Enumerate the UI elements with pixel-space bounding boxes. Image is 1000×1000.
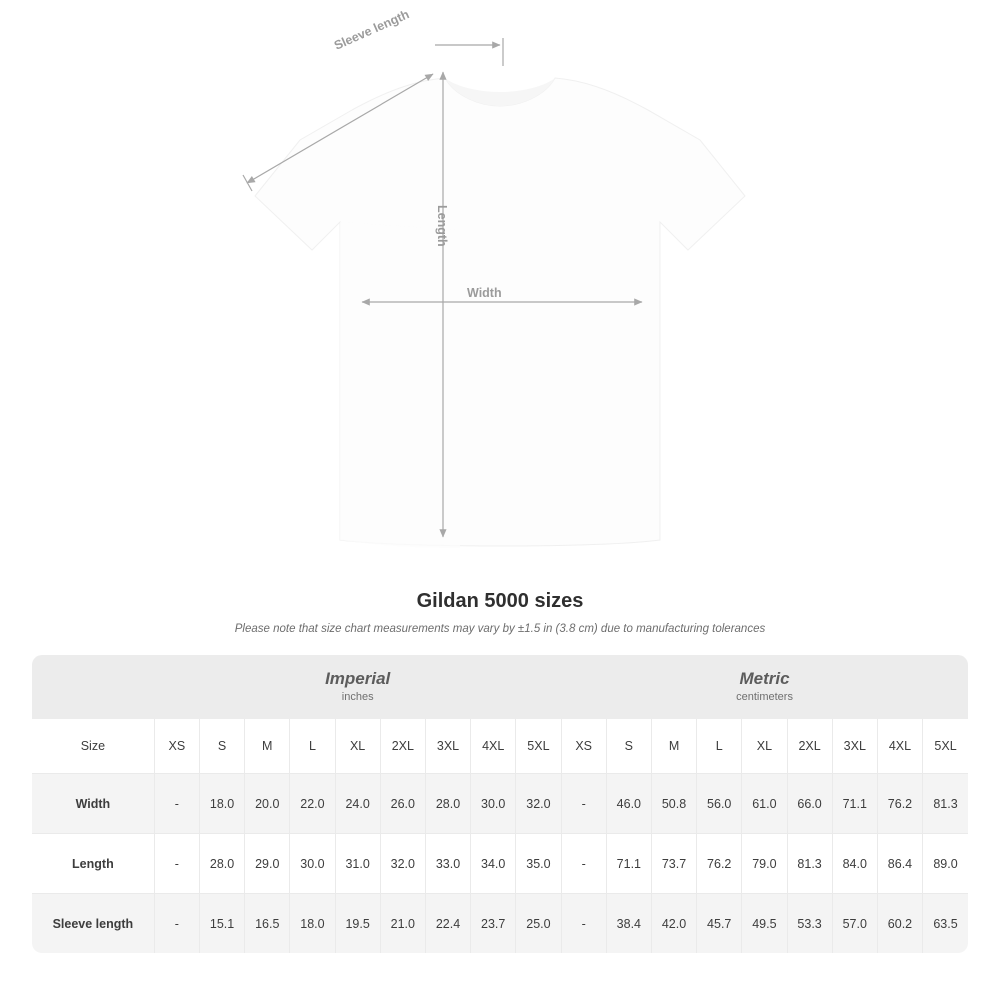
- size-header-metric-xs: XS: [561, 719, 606, 774]
- unit-name-metric: Metric: [739, 669, 790, 689]
- size-header-imperial-xl: XL: [335, 719, 380, 774]
- cell-width-metric-xs: -: [561, 774, 606, 834]
- cell-sleeve-imperial-s: 15.1: [199, 894, 244, 954]
- size-header-metric-xl: XL: [742, 719, 787, 774]
- cell-sleeve-metric-xs: -: [561, 894, 606, 954]
- cell-length-metric-xl: 79.0: [742, 834, 787, 894]
- row-label-length: Length: [32, 834, 154, 894]
- unit-header-imperial: [154, 655, 561, 719]
- cell-length-metric-3xl: 84.0: [832, 834, 877, 894]
- cell-width-metric-m: 50.8: [651, 774, 696, 834]
- cell-length-imperial-5xl: 35.0: [516, 834, 561, 894]
- size-header-metric-l: L: [697, 719, 742, 774]
- size-header-label: Size: [32, 719, 154, 774]
- size-header-imperial-4xl: 4XL: [471, 719, 516, 774]
- cell-sleeve-metric-xl: 49.5: [742, 894, 787, 954]
- cell-sleeve-imperial-xs: -: [154, 894, 199, 954]
- cell-length-imperial-xs: -: [154, 834, 199, 894]
- size-header-metric-5xl: 5XL: [923, 719, 968, 774]
- sleeve-length-dimension-label: Sleeve length: [332, 7, 412, 53]
- cell-length-imperial-l: 30.0: [290, 834, 335, 894]
- cell-length-metric-m: 73.7: [651, 834, 696, 894]
- cell-sleeve-metric-m: 42.0: [651, 894, 696, 954]
- cell-width-imperial-xl: 24.0: [335, 774, 380, 834]
- cell-sleeve-metric-l: 45.7: [697, 894, 742, 954]
- cell-sleeve-imperial-5xl: 25.0: [516, 894, 561, 954]
- size-header-metric-s: S: [606, 719, 651, 774]
- cell-sleeve-imperial-4xl: 23.7: [471, 894, 516, 954]
- cell-length-imperial-xl: 31.0: [335, 834, 380, 894]
- cell-width-imperial-s: 18.0: [199, 774, 244, 834]
- cell-width-imperial-m: 20.0: [245, 774, 290, 834]
- size-header-imperial-xs: XS: [154, 719, 199, 774]
- size-header-imperial-s: S: [199, 719, 244, 774]
- cell-width-imperial-xs: -: [154, 774, 199, 834]
- cell-sleeve-imperial-m: 16.5: [245, 894, 290, 954]
- cell-sleeve-metric-4xl: 60.2: [877, 894, 922, 954]
- cell-sleeve-metric-3xl: 57.0: [832, 894, 877, 954]
- size-header-metric-2xl: 2XL: [787, 719, 832, 774]
- row-label-sleeve-length: Sleeve length: [32, 894, 154, 954]
- table-row: [32, 774, 968, 834]
- unit-header-spacer: [32, 655, 154, 719]
- size-header-imperial-m: M: [245, 719, 290, 774]
- cell-sleeve-imperial-l: 18.0: [290, 894, 335, 954]
- cell-sleeve-metric-s: 38.4: [606, 894, 651, 954]
- cell-sleeve-imperial-xl: 19.5: [335, 894, 380, 954]
- cell-length-imperial-s: 28.0: [199, 834, 244, 894]
- size-header-metric-m: M: [651, 719, 696, 774]
- cell-sleeve-metric-5xl: 63.5: [923, 894, 968, 954]
- unit-name-imperial: Imperial: [325, 669, 391, 689]
- cell-length-metric-5xl: 89.0: [923, 834, 968, 894]
- title-block: [0, 590, 1000, 635]
- size-header-row: [32, 719, 968, 774]
- row-label-width: Width: [32, 774, 154, 834]
- cell-width-metric-5xl: 81.3: [923, 774, 968, 834]
- cell-width-metric-3xl: 71.1: [832, 774, 877, 834]
- cell-length-imperial-4xl: 34.0: [471, 834, 516, 894]
- cell-length-metric-l: 76.2: [697, 834, 742, 894]
- cell-length-imperial-2xl: 32.0: [380, 834, 425, 894]
- cell-width-metric-2xl: 66.0: [787, 774, 832, 834]
- cell-width-metric-4xl: 76.2: [877, 774, 922, 834]
- table-row: [32, 834, 968, 894]
- size-header-imperial-5xl: 5XL: [516, 719, 561, 774]
- cell-sleeve-imperial-2xl: 21.0: [380, 894, 425, 954]
- size-chart-table: [32, 655, 968, 953]
- cell-width-imperial-5xl: 32.0: [516, 774, 561, 834]
- unit-header-row: [32, 655, 968, 719]
- size-chart-table-wrap: [32, 655, 968, 953]
- cell-length-imperial-m: 29.0: [245, 834, 290, 894]
- cell-length-metric-4xl: 86.4: [877, 834, 922, 894]
- length-dimension-label: Length: [435, 205, 449, 247]
- cell-width-imperial-2xl: 26.0: [380, 774, 425, 834]
- width-dimension-label: Width: [467, 286, 502, 300]
- cell-width-metric-s: 46.0: [606, 774, 651, 834]
- cell-length-metric-s: 71.1: [606, 834, 651, 894]
- cell-length-metric-2xl: 81.3: [787, 834, 832, 894]
- unit-header-metric: [561, 655, 968, 719]
- cell-width-imperial-4xl: 30.0: [471, 774, 516, 834]
- cell-length-imperial-3xl: 33.0: [425, 834, 470, 894]
- cell-width-imperial-3xl: 28.0: [425, 774, 470, 834]
- cell-width-metric-l: 56.0: [697, 774, 742, 834]
- unit-sub-imperial: inches: [341, 691, 374, 704]
- cell-sleeve-imperial-3xl: 22.4: [425, 894, 470, 954]
- cell-width-imperial-l: 22.0: [290, 774, 335, 834]
- unit-sub-metric: centimeters: [736, 691, 793, 704]
- cell-length-metric-xs: -: [561, 834, 606, 894]
- page-title: Gildan 5000 sizes: [416, 590, 584, 612]
- table-row: [32, 894, 968, 954]
- tolerance-note: Please note that size chart measurements may vary by ±1.5 in (3.8 cm) due to manufacturing tolerances: [234, 623, 766, 635]
- size-header-imperial-3xl: 3XL: [425, 719, 470, 774]
- size-header-metric-3xl: 3XL: [832, 719, 877, 774]
- size-header-metric-4xl: 4XL: [877, 719, 922, 774]
- size-header-imperial-2xl: 2XL: [380, 719, 425, 774]
- size-header-imperial-l: L: [290, 719, 335, 774]
- cell-sleeve-metric-2xl: 53.3: [787, 894, 832, 954]
- cell-width-metric-xl: 61.0: [742, 774, 787, 834]
